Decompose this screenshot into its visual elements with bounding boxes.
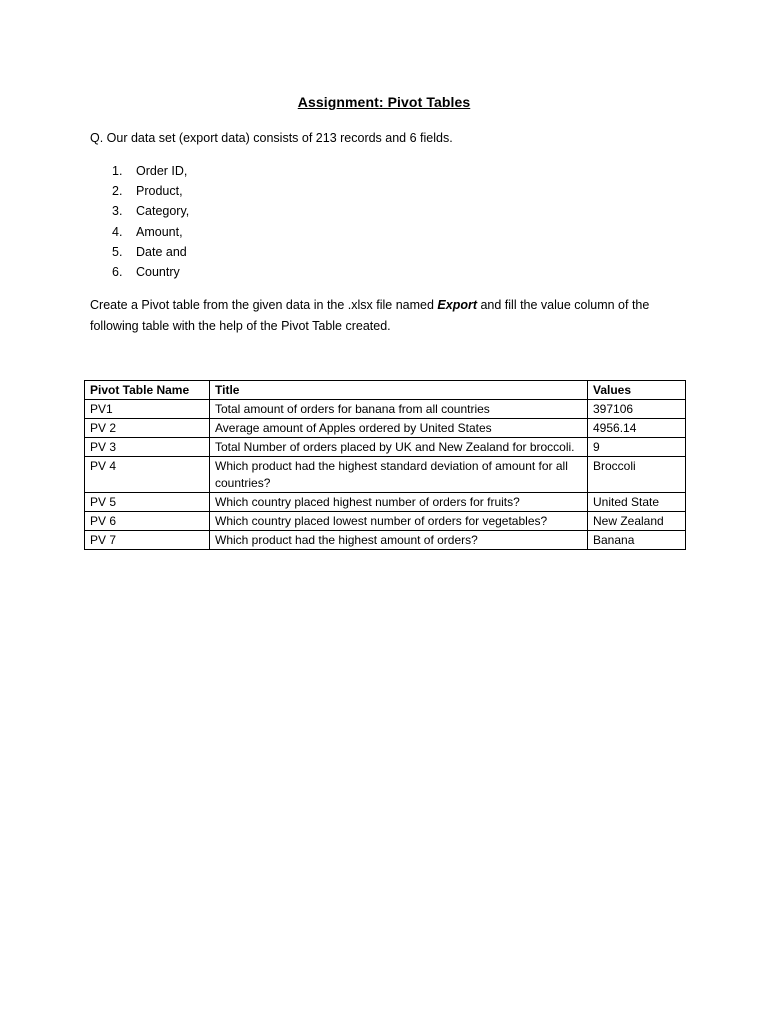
pivot-value-cell: Broccoli	[588, 457, 686, 493]
list-label: Date and	[136, 244, 187, 259]
pivot-value-cell: United State	[588, 493, 686, 512]
pivot-name-cell: PV 5	[85, 493, 210, 512]
column-header-title: Title	[210, 381, 588, 400]
pivot-value-cell: 9	[588, 438, 686, 457]
pivot-value-cell: 4956.14	[588, 419, 686, 438]
list-number: 6.	[112, 264, 123, 279]
list-number: 5.	[112, 244, 123, 259]
table-row	[85, 512, 686, 531]
table-row	[85, 400, 686, 419]
list-number: 4.	[112, 224, 123, 239]
page-title: Assignment: Pivot Tables	[297, 94, 471, 110]
pivot-name-cell: PV1	[85, 400, 210, 419]
field-list	[112, 163, 189, 284]
pivot-value-cell: 397106	[588, 400, 686, 419]
list-label: Product,	[136, 184, 183, 199]
list-number: 3.	[112, 204, 123, 219]
table-row	[85, 438, 686, 457]
pivot-name-cell: PV 2	[85, 419, 210, 438]
pivot-title-cell: Which country placed highest number of orders for fruits?	[210, 493, 588, 512]
instruction-text	[90, 295, 690, 337]
table-header-row	[85, 381, 686, 400]
list-item	[112, 244, 189, 264]
pivot-title-cell: Which product had the highest standard deviation of amount for all countries?	[210, 457, 588, 493]
pivot-title-cell: Total Number of orders placed by UK and New Zealand for broccoli.	[210, 438, 588, 457]
list-label: Country	[136, 264, 180, 279]
pivot-value-cell: Banana	[588, 531, 686, 550]
instruction-after: and fill the value column of the following table with the help of the Pivot Table created.	[90, 298, 650, 333]
pivot-name-cell: PV 7	[85, 531, 210, 550]
pivot-table	[84, 380, 686, 550]
list-item	[112, 183, 189, 203]
list-item	[112, 224, 189, 244]
instruction-before: Create a Pivot table from the given data in the .xlsx file named	[90, 298, 438, 312]
export-file-name: Export	[437, 298, 477, 312]
pivot-title-cell: Average amount of Apples ordered by United States	[210, 419, 588, 438]
table-row	[85, 493, 686, 512]
pivot-title-cell: Total amount of orders for banana from all countries	[210, 400, 588, 419]
table-row	[85, 419, 686, 438]
list-item	[112, 203, 189, 223]
table-row	[85, 531, 686, 550]
list-label: Category,	[136, 204, 190, 219]
list-number: 2.	[112, 184, 123, 199]
column-header-name: Pivot Table Name	[85, 381, 210, 400]
list-item	[112, 163, 189, 183]
pivot-value-cell: New Zealand	[588, 512, 686, 531]
column-header-values: Values	[588, 381, 686, 400]
list-label: Amount,	[136, 224, 183, 239]
pivot-name-cell: PV 4	[85, 457, 210, 493]
list-item	[112, 264, 189, 284]
pivot-title-cell: Which country placed lowest number of orders for vegetables?	[210, 512, 588, 531]
question-text: Q. Our data set (export data) consists of 213 records and 6 fields.	[90, 131, 453, 145]
list-number: 1.	[112, 164, 123, 178]
pivot-name-cell: PV 6	[85, 512, 210, 531]
pivot-title-cell: Which product had the highest amount of orders?	[210, 531, 588, 550]
list-label: Order ID,	[136, 164, 188, 178]
table-row	[85, 457, 686, 493]
pivot-name-cell: PV 3	[85, 438, 210, 457]
